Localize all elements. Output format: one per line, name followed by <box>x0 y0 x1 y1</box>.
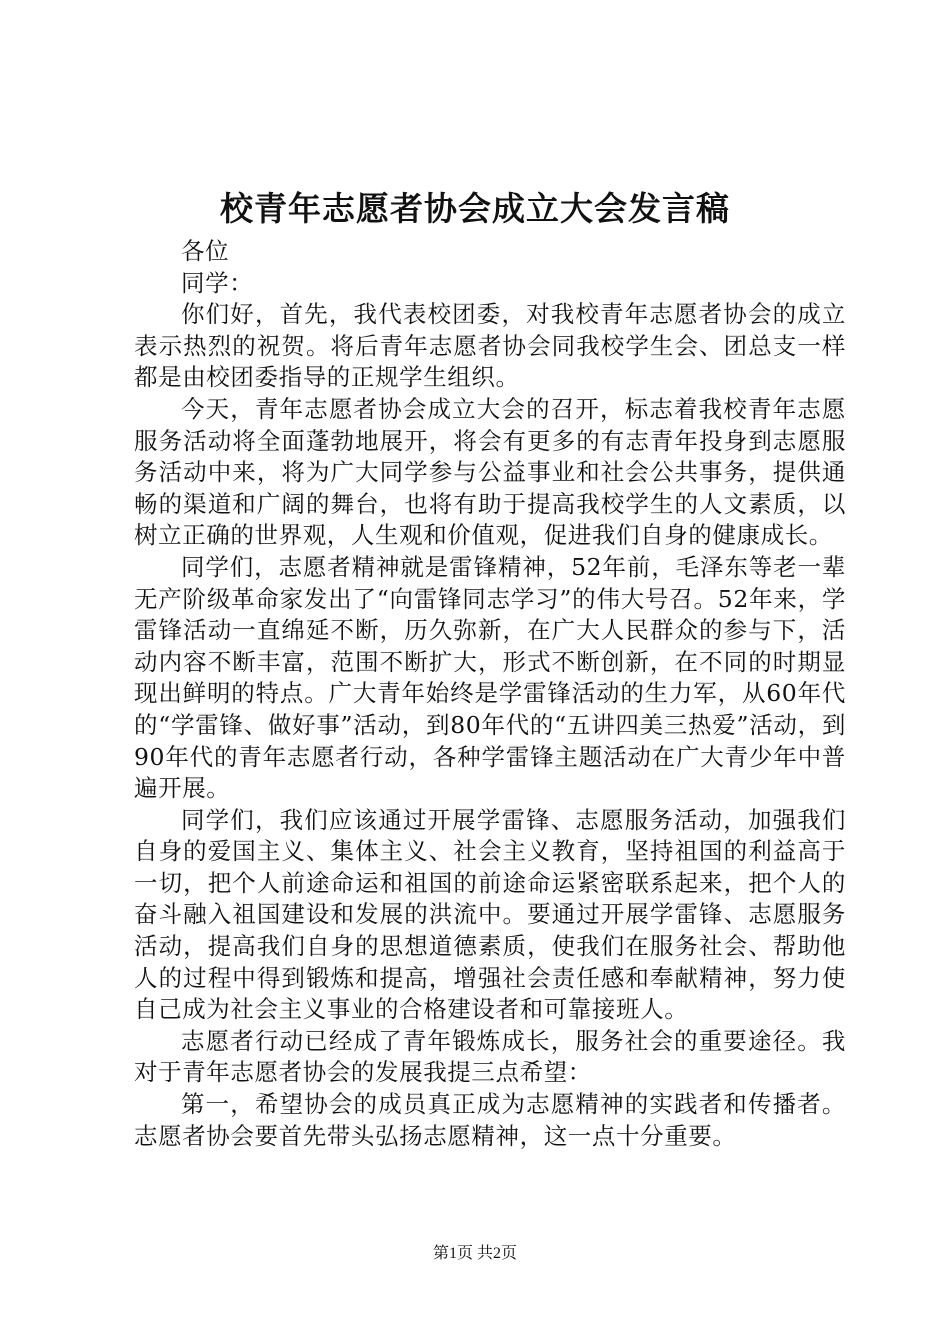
paragraph-significance: 今天，青年志愿者协会成立大会的召开，标志着我校青年志愿服务活动将全面蓬勃地展开，将会有更多的有志青年投身到志愿服务活动中来，将为广大同学参与公益事业和社会公共事务，提供通畅的渠道和广阔的舞台，也将有助于提高我校学生的人文素质，以树立正确的世界观，人生观和价值观，促进我们自身的健康成长。 <box>134 394 846 550</box>
page-number: 第1页 共2页 <box>432 1245 517 1262</box>
paragraph-first-hope: 第一，希望协会的成员真正成为志愿精神的实践者和传播者。志愿者协会要首先带头弘扬志愿精神，这一点十分重要。 <box>134 1090 846 1150</box>
paragraph-lei-feng-spirit: 同学们，志愿者精神就是雷锋精神，52年前，毛泽东等老一辈无产阶级革命家发出了“向雷锋同志学习”的伟大号召。52年来，学雷锋活动一直绵延不断，历久弥新，在广大人民群众的参与下，活动内容不断丰富，范围不断扩大，形式不断创新，在不同的时期显现出鲜明的特点。广大青年始终是学雷锋活动的生力军，从60年代的“学雷锋、做好事”活动，到80年代的“五讲四美三热爱”活动，到90年代的青年志愿者行动，各种学雷锋主题活动在广大青少年中普遍开展。 <box>134 552 846 803</box>
paragraph-greeting: 你们好，首先，我代表校团委，对我校青年志愿者协会的成立表示热烈的祝贺。将后青年志愿者协会同我校学生会、团总支一样都是由校团委指导的正规学生组织。 <box>134 300 846 392</box>
document-title: 校青年志愿者协会成立大会发言稿 <box>220 189 730 228</box>
paragraph-hopes-intro: 志愿者行动已经成了青年锻炼成长，服务社会的重要途径。我对于青年志愿者协会的发展我提三点希望： <box>134 1026 846 1087</box>
salutation-line-1: 各位 <box>181 237 230 265</box>
salutation-line-2: 同学： <box>181 268 254 297</box>
document-body <box>134 236 846 1152</box>
paragraph-education: 同学们，我们应该通过开展学雷锋、志愿服务活动，加强我们自身的爱国主义、集体主义、社会主义教育，坚持祖国的利益高于一切，把个人前途命运和祖国的前途命运紧密联系起来，把个人的奋斗融入祖国建设和发展的洪流中。要通过开展学雷锋、志愿服务活动，提高我们自身的思想道德素质，使我们在服务社会、帮助他人的过程中得到锻炼和提高，增强社会责任感和奉献精神，努力使自己成为社会主义事业的合格建设者和可靠接班人。 <box>134 805 846 1024</box>
